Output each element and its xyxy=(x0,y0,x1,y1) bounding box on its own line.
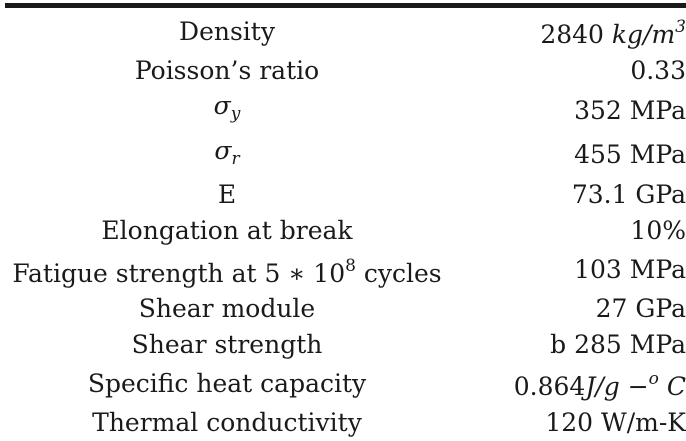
table-row-youngs-modulus xyxy=(5,177,686,213)
property-name-suffix: cycles xyxy=(355,258,442,288)
property-value: 120 W/m-K xyxy=(545,407,686,437)
property-name-text: Fatigue strength at 5 ∗ 10 xyxy=(12,258,346,288)
table-row-fatigue-strength xyxy=(5,249,686,292)
property-name: Specific heat capacity xyxy=(87,368,367,398)
table-row-poisson xyxy=(5,53,686,89)
value-unit: J/g − xyxy=(585,372,649,402)
table-row-shear-strength xyxy=(5,327,686,363)
table-row-specific-heat xyxy=(5,362,686,405)
table-row-rupture-stress xyxy=(5,133,686,178)
property-value xyxy=(449,10,686,53)
value-unit: kg/m xyxy=(611,20,676,49)
property-name: E xyxy=(217,180,237,210)
property-value: 73.1 GPa xyxy=(571,180,686,210)
property-name: Poisson’s ratio xyxy=(134,55,320,85)
property-name: Shear strength xyxy=(131,329,323,359)
property-value: 455 MPa xyxy=(574,140,686,170)
table-row-shear-module xyxy=(5,291,686,327)
sigma-subscript: y xyxy=(230,104,241,125)
degree-superscript: o xyxy=(648,369,659,390)
property-value: 27 GPa xyxy=(595,294,686,324)
material-properties-table xyxy=(5,10,686,441)
value-number: 0.864 xyxy=(513,372,586,402)
property-value: 103 MPa xyxy=(574,255,686,285)
table-row-yield-stress xyxy=(5,88,686,133)
property-name xyxy=(5,88,449,133)
exponent-superscript: 8 xyxy=(345,255,356,276)
sigma-subscript: r xyxy=(231,148,240,169)
property-value xyxy=(449,362,686,405)
property-name: Elongation at break xyxy=(101,215,353,245)
value-number: 2840 xyxy=(540,20,604,49)
property-value: b 285 MPa xyxy=(550,329,686,359)
property-name: Thermal conductivity xyxy=(92,407,362,437)
sigma-symbol: σ xyxy=(213,91,231,121)
property-name: Shear module xyxy=(138,294,316,324)
table-row-density xyxy=(5,10,686,53)
table-top-rule xyxy=(5,3,686,8)
table-row-elongation xyxy=(5,213,686,249)
value-unit-superscript: 3 xyxy=(675,17,686,37)
property-value: 10% xyxy=(630,215,686,245)
value-unit-suffix: C xyxy=(658,372,686,402)
property-value: 352 MPa xyxy=(574,95,686,125)
property-name xyxy=(5,133,449,178)
table-row-thermal-conductivity xyxy=(5,405,686,441)
sigma-symbol: σ xyxy=(214,135,232,165)
property-name xyxy=(5,249,449,292)
property-value: 0.33 xyxy=(630,55,686,85)
property-name: Density xyxy=(179,16,275,46)
